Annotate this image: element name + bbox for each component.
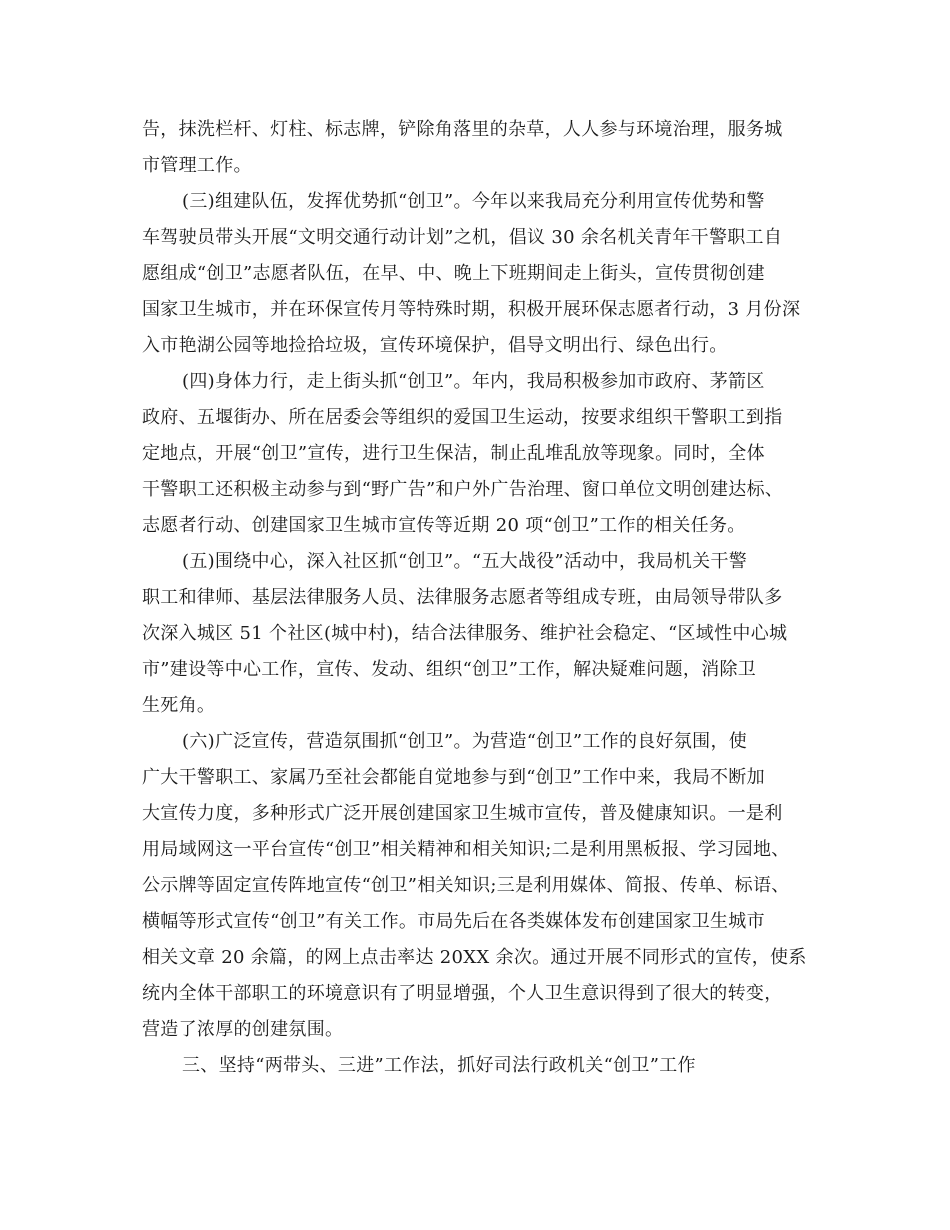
text-line: 横幅等形式宣传“创卫”有关工作。市局先后在各类媒体发布创建国家卫生城市 <box>142 911 765 932</box>
text-line: 营造了浓厚的创建氛围。 <box>142 1019 344 1040</box>
text-line: 干警职工还积极主动参与到“野广告”和户外广告治理、窗口单位文明创建达标、 <box>142 479 784 500</box>
text-line: (三)组建队伍，发挥优势抓“创卫”。今年以来我局充分利用宣传优势和警 <box>182 191 765 212</box>
text-line: 市管理工作。 <box>142 155 252 176</box>
text-line: 用局域网这一平台宣传“创卫”相关精神和相关知识;二是利用黑板报、学习园地、 <box>142 839 790 860</box>
text-line: (四)身体力行，走上街头抓“创卫”。年内，我局积极参加市政府、茅箭区 <box>182 371 765 392</box>
paragraph-section-3 <box>142 184 822 364</box>
text-line: 告，抹洗栏杆、灯柱、标志牌，铲除角落里的杂草，人人参与环境治理，服务城 <box>142 119 783 140</box>
paragraph-continuation <box>142 112 822 184</box>
text-line: 广大干警职工、家属乃至社会都能自觉地参与到“创卫”工作中来，我局不断加 <box>142 767 765 788</box>
section-heading: 三、坚持“两带头、三进”工作法，抓好司法行政机关“创卫”工作 <box>182 1055 696 1076</box>
text-line: 生死角。 <box>142 695 216 716</box>
text-line: 车驾驶员带头开展“文明交通行动计划”之机，倡议 30 余名机关青年干警职工自 <box>142 227 783 248</box>
text-line: 相关文章 20 余篇，的网上点击率达 20XX 余次。通过开展不同形式的宣传，使系 <box>142 947 807 968</box>
text-line: 国家卫生城市，并在环保宣传月等特殊时期，积极开展环保志愿者行动，3 月份深 <box>142 299 801 320</box>
text-line: 次深入城区 51 个社区(城中村)，结合法律服务、维护社会稳定、“区域性中心城 <box>142 623 788 644</box>
paragraph-section-4 <box>142 364 822 544</box>
text-line: 职工和律师、基层法律服务人员、法律服务志愿者等组成专班，由局领导带队多 <box>142 587 783 608</box>
text-line: (五)围绕中心，深入社区抓“创卫”。“五大战役”活动中，我局机关干警 <box>182 551 748 572</box>
text-line: (六)广泛宣传，营造氛围抓“创卫”。为营造“创卫”工作的良好氛围，使 <box>182 731 748 752</box>
paragraph-section-5 <box>142 544 822 724</box>
text-line: 大宣传力度，多种形式广泛开展创建国家卫生城市宣传，普及健康知识。一是利 <box>142 803 783 824</box>
text-line: 志愿者行动、创建国家卫生城市宣传等近期 20 项“创卫”工作的相关任务。 <box>142 515 746 536</box>
text-line: 入市艳湖公园等地捡拾垃圾，宣传环境保护，倡导文明出行、绿色出行。 <box>142 335 728 356</box>
text-line: 市”建设等中心工作，宣传、发动、组织“创卫”工作，解决疑难问题，消除卫 <box>142 659 757 680</box>
text-line: 政府、五堰街办、所在居委会等组织的爱国卫生运动，按要求组织干警职工到指 <box>142 407 783 428</box>
text-line: 定地点，开展“创卫”宣传，进行卫生保洁，制止乱堆乱放等现象。同时，全体 <box>142 443 765 464</box>
text-line: 统内全体干部职工的环境意识有了明显增强，个人卫生意识得到了很大的转变， <box>142 983 783 1004</box>
text-line: 公示牌等固定宣传阵地宣传“创卫”相关知识;三是利用媒体、简报、传单、标语、 <box>142 875 790 896</box>
document-body <box>142 112 822 1084</box>
text-line: 愿组成“创卫”志愿者队伍，在早、中、晚上下班期间走上街头，宣传贯彻创建 <box>142 263 765 284</box>
paragraph-section-6 <box>142 724 822 1048</box>
